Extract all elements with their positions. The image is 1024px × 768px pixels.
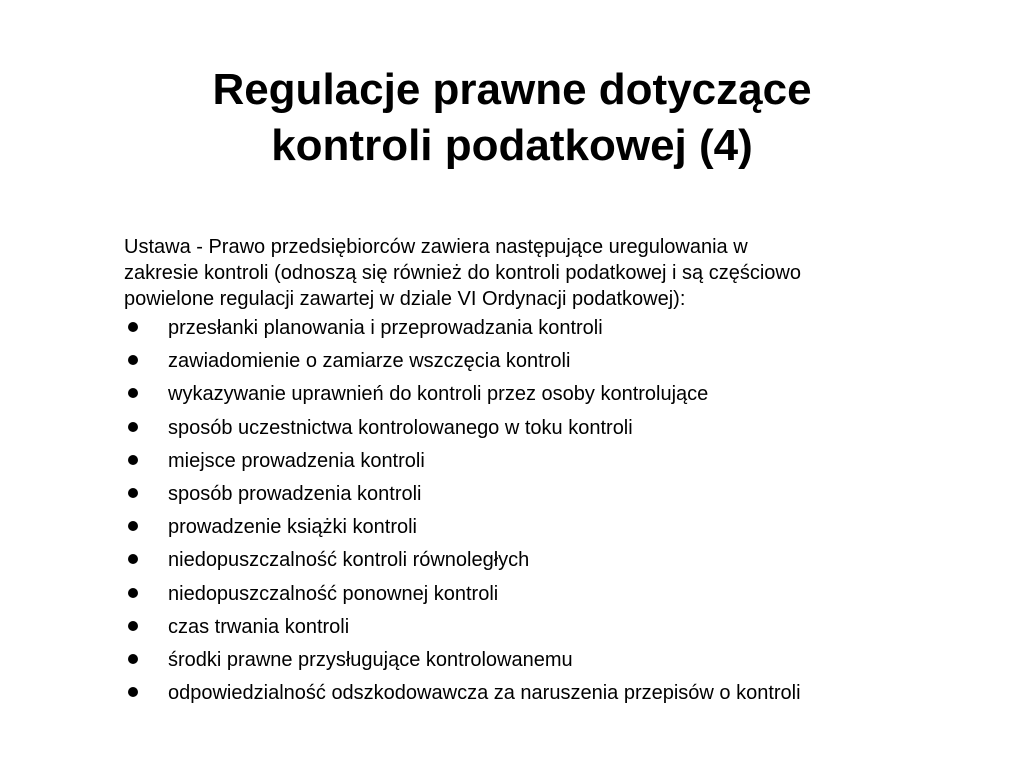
bullet-icon (128, 654, 138, 664)
list-item-text: prowadzenie książki kontroli (168, 516, 418, 539)
bullet-icon (128, 588, 138, 598)
bullet-icon (128, 621, 138, 631)
list-item (124, 478, 984, 511)
title-line-2: kontroli podatkowej (4) (271, 121, 753, 170)
list-item-text: odpowiedzialność odszkodowawcza za naruszenia przepisów o kontroli (168, 682, 801, 705)
list-item-text: niedopuszczalność kontroli równoległych (168, 549, 530, 572)
bullet-icon (128, 521, 138, 531)
list-item-text: sposób prowadzenia kontroli (168, 482, 422, 505)
list-item-text: wykazywanie uprawnień do kontroli przez osoby kontrolujące (168, 383, 709, 406)
title-line-1: Regulacje prawne dotyczące (212, 65, 812, 114)
list-item (124, 677, 984, 710)
list-item (124, 611, 984, 644)
slide-content (124, 234, 984, 710)
list-item (124, 378, 984, 411)
bullet-icon (128, 388, 138, 398)
list-item-text: niedopuszczalność ponownej kontroli (168, 582, 499, 605)
list-item (124, 578, 984, 611)
list-item-text: czas trwania kontroli (168, 615, 350, 638)
bullet-list (124, 312, 984, 710)
list-item (124, 412, 984, 445)
intro-line-1: Ustawa - Prawo przedsiębiorców zawiera następujące uregulowania w (124, 236, 748, 258)
bullet-icon (128, 455, 138, 465)
list-item-text: miejsce prowadzenia kontroli (168, 449, 425, 472)
bullet-icon (128, 554, 138, 564)
list-item (124, 445, 984, 478)
list-item (124, 511, 984, 544)
list-item-text: zawiadomienie o zamiarze wszczęcia kontroli (168, 350, 571, 373)
list-item (124, 544, 984, 577)
intro-paragraph (124, 234, 984, 312)
list-item-text: przesłanki planowania i przeprowadzania kontroli (168, 317, 603, 339)
list-item-text: sposób uczestnictwa kontrolowanego w toku kontroli (168, 416, 633, 439)
intro-line-3: powielone regulacji zawartej w dziale VI Ordynacji podatkowej): (124, 288, 686, 310)
list-item (124, 644, 984, 677)
bullet-icon (128, 355, 138, 365)
bullet-icon (128, 687, 138, 697)
bullet-icon (128, 422, 138, 432)
list-item (124, 345, 984, 378)
intro-line-2: zakresie kontroli (odnoszą się również do kontroli podatkowej i są częściowo (124, 262, 801, 284)
list-item-text: środki prawne przysługujące kontrolowanemu (168, 648, 573, 671)
slide-title (0, 62, 1024, 174)
bullet-icon (128, 322, 138, 332)
bullet-icon (128, 488, 138, 498)
list-item (124, 312, 984, 345)
